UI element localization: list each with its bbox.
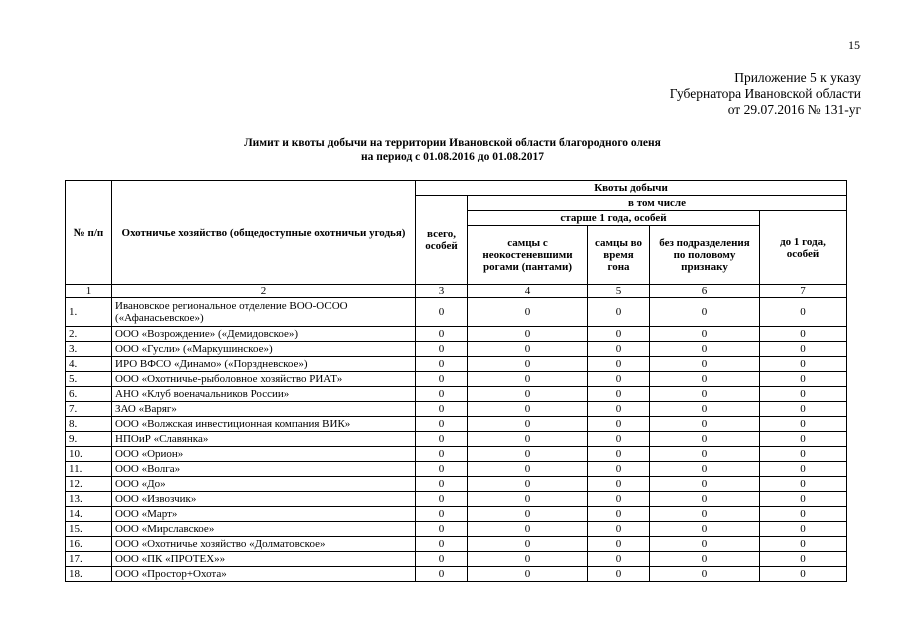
quota-value-cell: 0 (468, 402, 588, 417)
quota-value-cell: 0 (416, 357, 468, 372)
row-number-cell: 2. (66, 327, 112, 342)
quota-value-cell: 0 (760, 432, 847, 447)
table-row (66, 387, 847, 402)
quota-value-cell: 0 (588, 537, 650, 552)
hunting-ground-name-cell: Ивановское региональное отделение ВОО-ОСОО («Афанасьевское») (112, 298, 416, 327)
hunting-ground-name-cell: ООО «Охотничье хозяйство «Долматовское» (112, 537, 416, 552)
quota-value-cell: 0 (760, 462, 847, 477)
row-number-cell: 3. (66, 342, 112, 357)
column-number: 5 (588, 285, 650, 298)
quota-value-cell: 0 (588, 522, 650, 537)
header-name: Охотничье хозяйство (общедоступные охотничьи угодья) (112, 181, 416, 285)
hunting-ground-name-cell: ООО «ПК «ПРОТЕХ»» (112, 552, 416, 567)
quota-value-cell: 0 (650, 567, 760, 582)
quota-value-cell: 0 (650, 372, 760, 387)
column-numbers-row (66, 285, 847, 298)
appendix-reference (670, 70, 861, 118)
quota-value-cell: 0 (588, 327, 650, 342)
quota-value-cell: 0 (416, 492, 468, 507)
quota-value-cell: 0 (468, 507, 588, 522)
hunting-ground-name-cell: ООО «Волжская инвестиционная компания ВИК» (112, 417, 416, 432)
quota-value-cell: 0 (468, 372, 588, 387)
column-number: 6 (650, 285, 760, 298)
quota-value-cell: 0 (416, 417, 468, 432)
hunting-ground-name-cell: ООО «Простор+Охота» (112, 567, 416, 582)
quota-value-cell: 0 (650, 357, 760, 372)
quota-value-cell: 0 (468, 357, 588, 372)
quota-value-cell: 0 (650, 432, 760, 447)
quota-value-cell: 0 (760, 447, 847, 462)
hunting-ground-name-cell: ООО «Возрождение» («Демидовское») (112, 327, 416, 342)
quota-value-cell: 0 (468, 342, 588, 357)
table-row (66, 447, 847, 462)
header-including: в том числе (468, 196, 847, 211)
hunting-ground-name-cell: ООО «Орион» (112, 447, 416, 462)
row-number-cell: 6. (66, 387, 112, 402)
table-row (66, 492, 847, 507)
header-males-antlers: самцы с неокостеневшими рогами (пантами) (468, 226, 588, 285)
quota-value-cell: 0 (416, 372, 468, 387)
quota-value-cell: 0 (760, 357, 847, 372)
row-number-cell: 10. (66, 447, 112, 462)
header-num: № п/п (66, 181, 112, 285)
quota-value-cell: 0 (760, 477, 847, 492)
row-number-cell: 13. (66, 492, 112, 507)
row-number-cell: 8. (66, 417, 112, 432)
quota-value-cell: 0 (468, 522, 588, 537)
hunting-ground-name-cell: ООО «Извозчик» (112, 492, 416, 507)
quota-value-cell: 0 (416, 537, 468, 552)
appendix-line-2: Губернатора Ивановской области (669, 86, 861, 101)
hunting-ground-name-cell: ООО «Мирславское» (112, 522, 416, 537)
hunting-ground-name-cell: ИРО ВФСО «Динамо» («Порздневское») (112, 357, 416, 372)
row-number-cell: 12. (66, 477, 112, 492)
document-title-line-1: Лимит и квоты добычи на территории Ивановской области благородного оленя (244, 137, 661, 149)
quota-value-cell: 0 (588, 432, 650, 447)
hunting-ground-name-cell: ООО «Гусли» («Маркушинское») (112, 342, 416, 357)
hunting-ground-name-cell: ООО «Волга» (112, 462, 416, 477)
row-number-cell: 17. (66, 552, 112, 567)
quota-value-cell: 0 (650, 298, 760, 327)
appendix-line-3: от 29.07.2016 № 131-уг (727, 102, 861, 117)
table-row (66, 507, 847, 522)
quota-value-cell: 0 (650, 327, 760, 342)
quota-value-cell: 0 (468, 567, 588, 582)
quota-value-cell: 0 (760, 522, 847, 537)
row-number-cell: 7. (66, 402, 112, 417)
row-number-cell: 1. (66, 298, 112, 327)
quota-value-cell: 0 (760, 372, 847, 387)
quota-table-header (66, 181, 847, 298)
quota-value-cell: 0 (588, 567, 650, 582)
column-number: 3 (416, 285, 468, 298)
table-row (66, 402, 847, 417)
quota-value-cell: 0 (588, 462, 650, 477)
hunting-ground-name-cell: ООО «До» (112, 477, 416, 492)
row-number-cell: 5. (66, 372, 112, 387)
header-total: всего, особей (416, 196, 468, 285)
header-young: до 1 года, особей (760, 211, 847, 285)
row-number-cell: 16. (66, 537, 112, 552)
quota-value-cell: 0 (760, 402, 847, 417)
quota-value-cell: 0 (416, 522, 468, 537)
quota-value-cell: 0 (588, 507, 650, 522)
quota-value-cell: 0 (588, 417, 650, 432)
column-number: 4 (468, 285, 588, 298)
table-row (66, 462, 847, 477)
table-row (66, 477, 847, 492)
table-row (66, 357, 847, 372)
quota-value-cell: 0 (650, 462, 760, 477)
quota-value-cell: 0 (650, 552, 760, 567)
column-number: 2 (112, 285, 416, 298)
header-older: старше 1 года, особей (468, 211, 760, 226)
quota-value-cell: 0 (650, 417, 760, 432)
quota-value-cell: 0 (588, 342, 650, 357)
quota-value-cell: 0 (468, 417, 588, 432)
quota-value-cell: 0 (650, 402, 760, 417)
quota-value-cell: 0 (468, 298, 588, 327)
header-males-rut: самцы во время гона (588, 226, 650, 285)
quota-value-cell: 0 (588, 357, 650, 372)
quota-value-cell: 0 (588, 552, 650, 567)
quota-value-cell: 0 (588, 387, 650, 402)
quota-value-cell: 0 (416, 567, 468, 582)
row-number-cell: 11. (66, 462, 112, 477)
quota-value-cell: 0 (468, 552, 588, 567)
table-row (66, 537, 847, 552)
quota-value-cell: 0 (760, 537, 847, 552)
table-row (66, 522, 847, 537)
quota-value-cell: 0 (416, 298, 468, 327)
quota-value-cell: 0 (760, 298, 847, 327)
quota-table-body (66, 298, 847, 582)
quota-value-cell: 0 (468, 387, 588, 402)
document-title (0, 136, 905, 164)
row-number-cell: 18. (66, 567, 112, 582)
quota-value-cell: 0 (588, 477, 650, 492)
quota-value-cell: 0 (468, 327, 588, 342)
hunting-ground-name-cell: ЗАО «Варяг» (112, 402, 416, 417)
quota-value-cell: 0 (650, 342, 760, 357)
row-number-cell: 4. (66, 357, 112, 372)
quota-value-cell: 0 (468, 477, 588, 492)
quota-value-cell: 0 (650, 537, 760, 552)
quota-value-cell: 0 (588, 298, 650, 327)
quota-value-cell: 0 (650, 522, 760, 537)
quota-value-cell: 0 (760, 327, 847, 342)
quota-value-cell: 0 (416, 387, 468, 402)
table-row (66, 372, 847, 387)
table-row (66, 432, 847, 447)
quota-value-cell: 0 (650, 492, 760, 507)
quota-value-cell: 0 (760, 552, 847, 567)
row-number-cell: 14. (66, 507, 112, 522)
quota-value-cell: 0 (588, 402, 650, 417)
quota-value-cell: 0 (416, 462, 468, 477)
quota-value-cell: 0 (468, 432, 588, 447)
quota-table (65, 180, 847, 582)
document-title-line-2: на период с 01.08.2016 до 01.08.2017 (361, 151, 544, 163)
quota-value-cell: 0 (416, 402, 468, 417)
quota-value-cell: 0 (588, 372, 650, 387)
quota-value-cell: 0 (468, 447, 588, 462)
row-number-cell: 15. (66, 522, 112, 537)
table-row (66, 327, 847, 342)
column-number: 7 (760, 285, 847, 298)
quota-value-cell: 0 (760, 387, 847, 402)
quota-value-cell: 0 (588, 447, 650, 462)
hunting-ground-name-cell: АНО «Клуб военачальников России» (112, 387, 416, 402)
quota-value-cell: 0 (416, 342, 468, 357)
quota-value-cell: 0 (650, 387, 760, 402)
table-row (66, 298, 847, 327)
table-row (66, 417, 847, 432)
quota-value-cell: 0 (760, 342, 847, 357)
quota-value-cell: 0 (760, 417, 847, 432)
quota-value-cell: 0 (588, 492, 650, 507)
appendix-line-1: Приложение 5 к указу (734, 70, 861, 85)
quota-value-cell: 0 (416, 507, 468, 522)
hunting-ground-name-cell: НПОиР «Славянка» (112, 432, 416, 447)
page-number: 15 (848, 38, 860, 52)
quota-value-cell: 0 (416, 432, 468, 447)
quota-value-cell: 0 (468, 462, 588, 477)
quota-value-cell: 0 (760, 567, 847, 582)
quota-value-cell: 0 (416, 477, 468, 492)
column-number: 1 (66, 285, 112, 298)
quota-value-cell: 0 (650, 477, 760, 492)
table-row (66, 552, 847, 567)
quota-value-cell: 0 (650, 507, 760, 522)
quota-value-cell: 0 (760, 507, 847, 522)
quota-value-cell: 0 (416, 552, 468, 567)
hunting-ground-name-cell: ООО «Март» (112, 507, 416, 522)
quota-value-cell: 0 (760, 492, 847, 507)
quota-value-cell: 0 (468, 492, 588, 507)
row-number-cell: 9. (66, 432, 112, 447)
header-no-sex: без подразделения по половому признаку (650, 226, 760, 285)
table-row (66, 342, 847, 357)
hunting-ground-name-cell: ООО «Охотничье-рыболовное хозяйство РИАТ» (112, 372, 416, 387)
quota-value-cell: 0 (416, 327, 468, 342)
table-row (66, 567, 847, 582)
quota-value-cell: 0 (468, 537, 588, 552)
header-quotas: Квоты добычи (416, 181, 847, 196)
quota-value-cell: 0 (650, 447, 760, 462)
quota-value-cell: 0 (416, 447, 468, 462)
